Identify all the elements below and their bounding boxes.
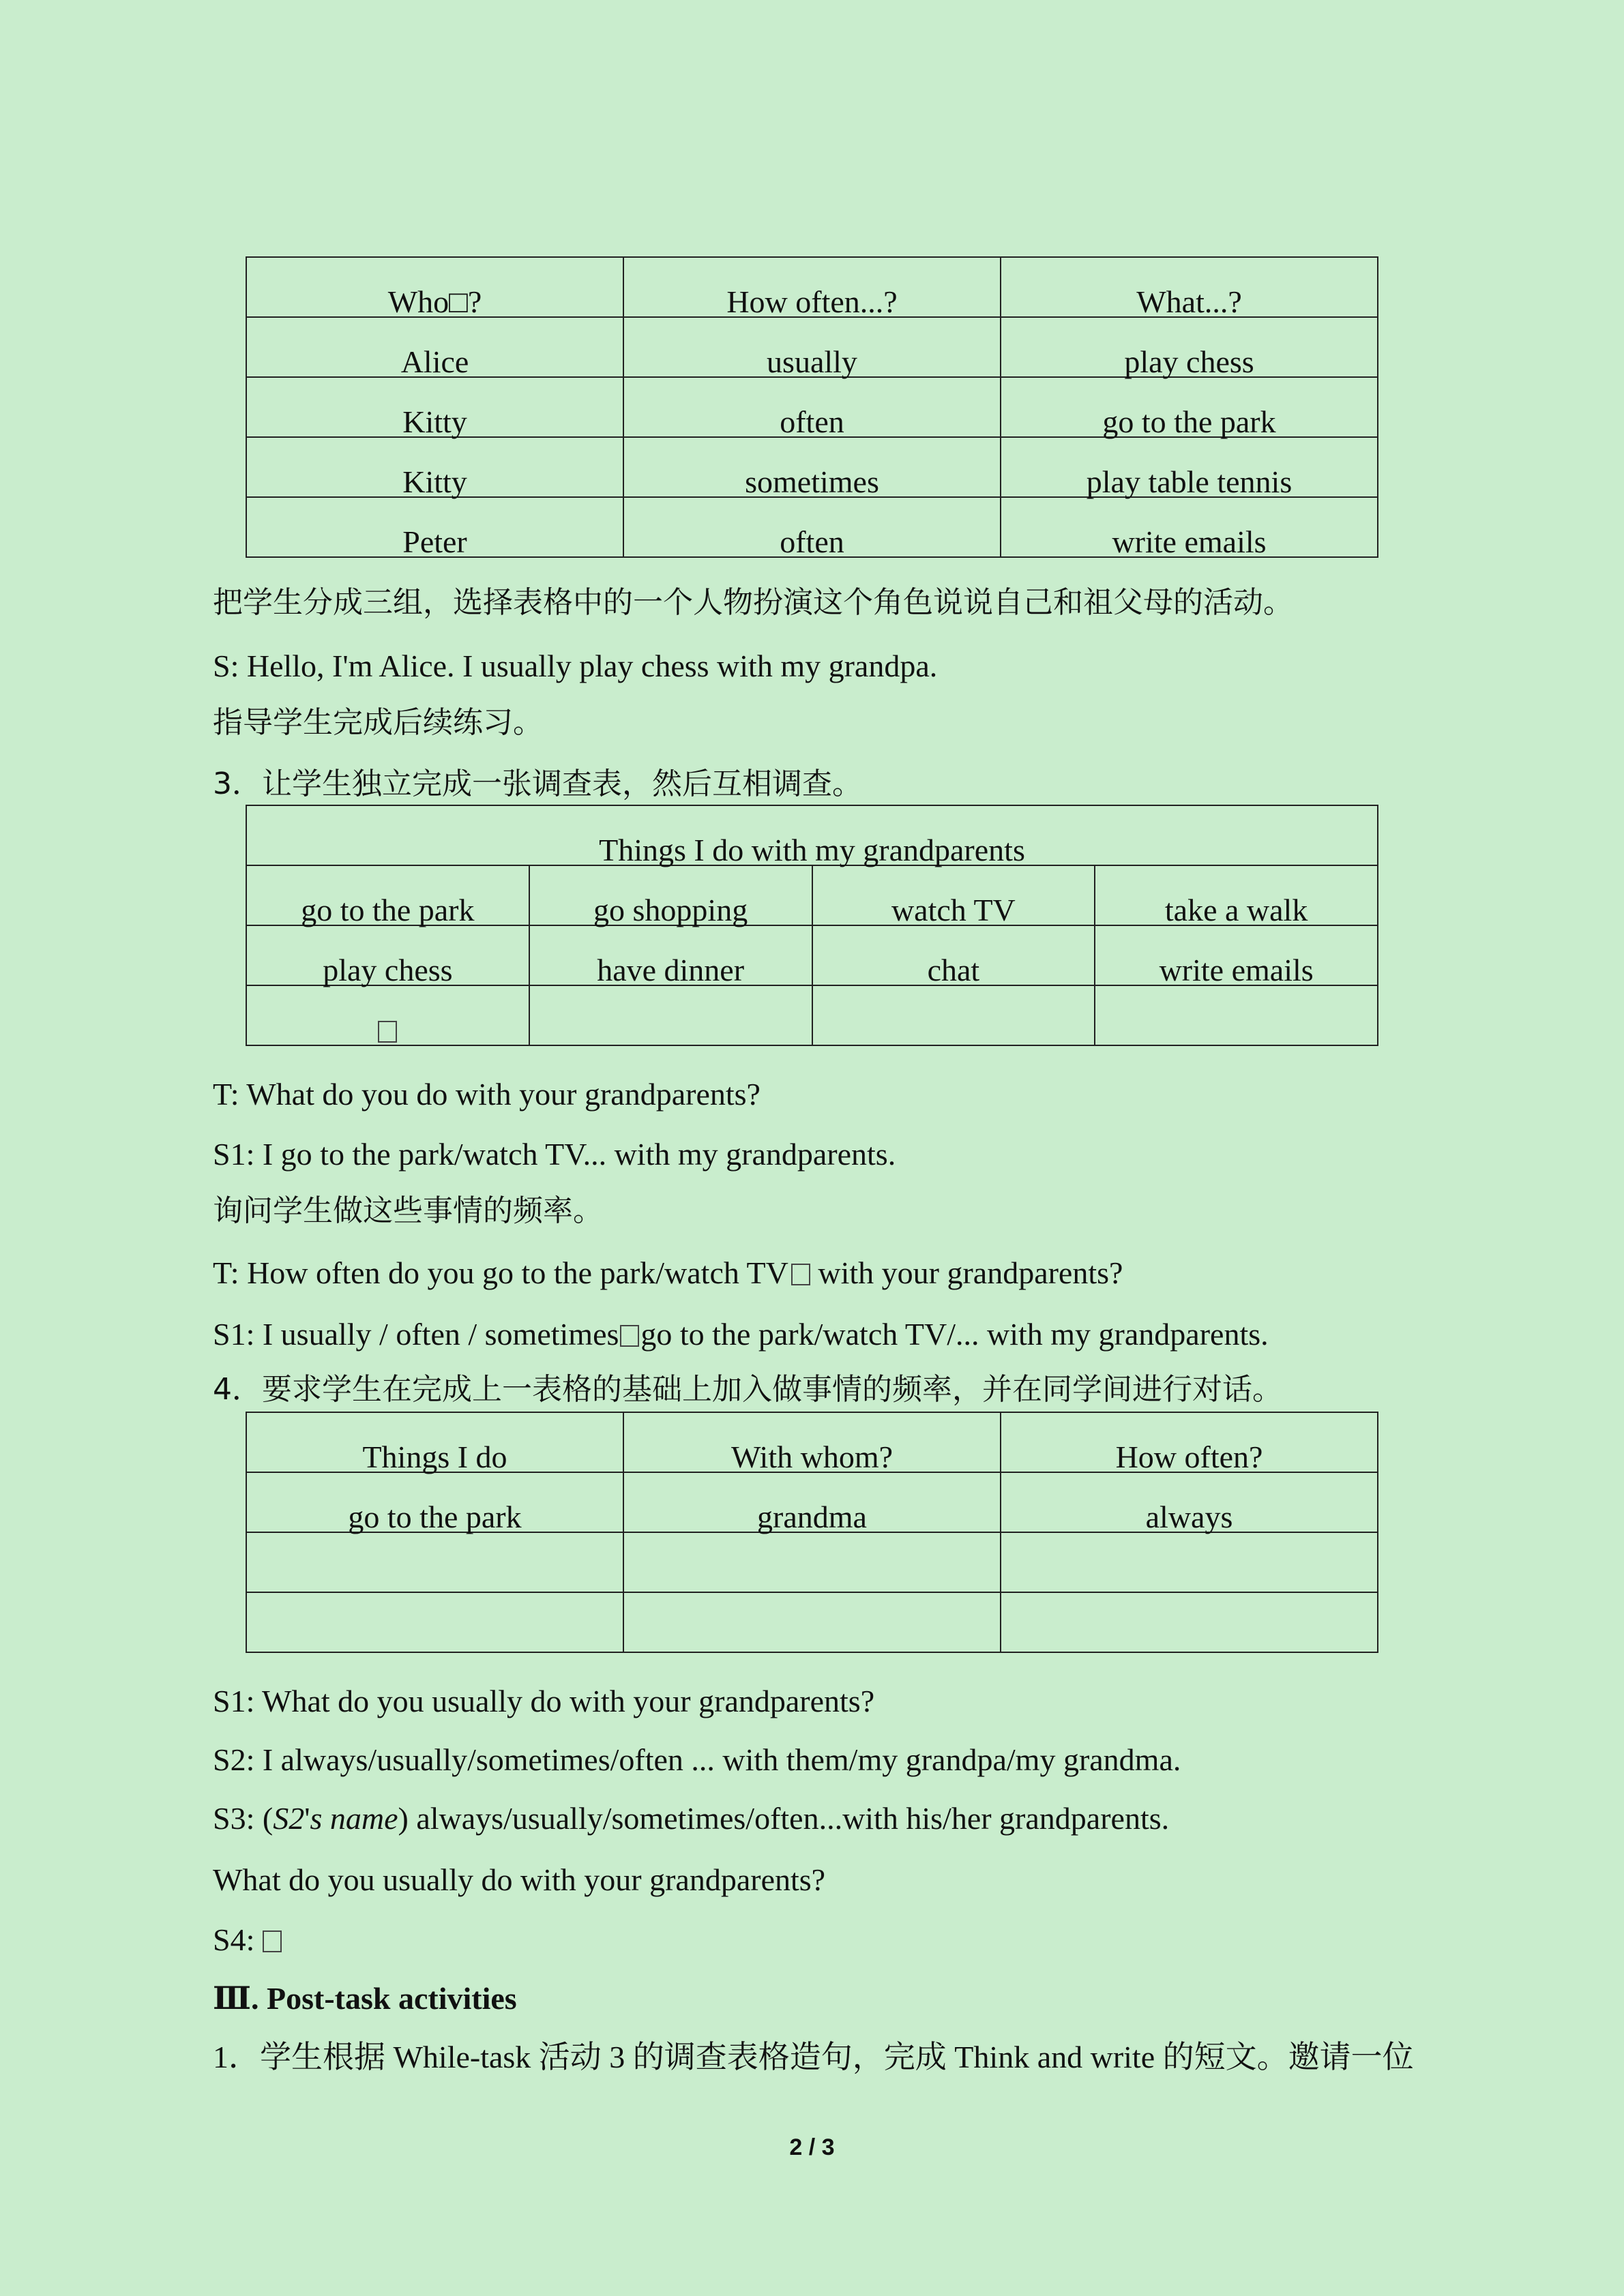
table-row bbox=[246, 1532, 1378, 1592]
frequency-table bbox=[246, 256, 1378, 558]
dialogue-line bbox=[213, 1319, 1269, 1350]
dialogue-text: with your grandparents? bbox=[810, 1255, 1123, 1290]
blank-box-icon bbox=[791, 1264, 810, 1285]
dialogue-text: S1: I usually / often / sometimes bbox=[213, 1317, 619, 1352]
dialogue-line bbox=[213, 1924, 282, 1956]
table-cell: watch TV bbox=[891, 893, 1016, 927]
dialogue-line: S: Hello, I'm Alice. I usually play chess with my grandpa. bbox=[213, 648, 938, 683]
dialogue-text: T: How often do you go to the park/watch TV bbox=[213, 1255, 788, 1290]
table-cell: Kitty bbox=[402, 404, 467, 439]
frequency-dialogue-table bbox=[246, 1412, 1378, 1653]
table-row bbox=[246, 1472, 1378, 1532]
table-cell: take a walk bbox=[1164, 893, 1308, 927]
table-row bbox=[246, 925, 1378, 985]
empty-cell bbox=[246, 1532, 623, 1592]
empty-cell bbox=[1001, 1532, 1378, 1592]
table-cell: write emails bbox=[1112, 524, 1267, 559]
table-cell: have dinner bbox=[597, 953, 745, 987]
table-cell: grandma bbox=[757, 1500, 867, 1534]
dialogue-line bbox=[213, 1803, 1169, 1834]
dialogue-text: ' bbox=[304, 1801, 310, 1836]
table-row bbox=[246, 437, 1378, 497]
empty-cell bbox=[246, 1592, 623, 1652]
dialogue-line: S1: What do you usually do with your grandparents? bbox=[213, 1684, 875, 1718]
table-cell: Kitty bbox=[402, 464, 467, 499]
dialogue-line: S1: I go to the park/watch TV... with my grandparents. bbox=[213, 1137, 896, 1172]
instruction-text: 指导学生完成后续练习。 bbox=[213, 705, 543, 740]
table-title-row bbox=[246, 805, 1378, 865]
instruction-text: 询问学生做这些事情的频率。 bbox=[213, 1193, 603, 1228]
table-header-cell: With whom? bbox=[730, 1440, 894, 1474]
table-title: Things I do with my grandparents bbox=[599, 833, 1025, 867]
table-cell: go to the park bbox=[348, 1500, 522, 1534]
table-cell: go to the park bbox=[301, 893, 475, 927]
table-header-cell: What...? bbox=[1136, 284, 1242, 319]
table-cell: sometimes bbox=[745, 464, 879, 499]
dialogue-text: S3: ( bbox=[213, 1801, 274, 1836]
dialogue-text: S4: bbox=[213, 1922, 263, 1957]
table-cell: chat bbox=[927, 953, 980, 987]
dialogue-line: What do you usually do with your grandparents? bbox=[213, 1862, 826, 1897]
table-cell: write emails bbox=[1159, 953, 1314, 987]
table-cell: often bbox=[780, 404, 844, 439]
page-number: 2 / 3 bbox=[789, 2134, 835, 2160]
section-heading: Ⅲ. Post-task activities bbox=[213, 1981, 517, 2016]
empty-cell bbox=[623, 1532, 1001, 1592]
dialogue-text-italic: S2 bbox=[273, 1801, 305, 1836]
dialogue-text-italic: s name bbox=[310, 1801, 398, 1836]
table-cell: play chess bbox=[1124, 344, 1254, 379]
table-cell: go to the park bbox=[1102, 404, 1276, 439]
table-row bbox=[246, 1592, 1378, 1652]
blank-box-icon bbox=[263, 1930, 282, 1952]
dialogue-text: go to the park/watch TV/... with my grandparents. bbox=[640, 1317, 1269, 1352]
empty-cell bbox=[1001, 1592, 1378, 1652]
table-cell: play table tennis bbox=[1086, 464, 1293, 499]
table-row bbox=[246, 317, 1378, 377]
empty-cell bbox=[529, 985, 812, 1045]
table-cell: often bbox=[780, 524, 844, 559]
table-row bbox=[246, 865, 1378, 925]
step-heading: 4．要求学生在完成上一表格的基础上加入做事情的频率，并在同学间进行对话。 bbox=[213, 1372, 1282, 1407]
table-header-cell: Who□? bbox=[387, 284, 482, 319]
table-header-cell: Things I do bbox=[362, 1440, 507, 1474]
instruction-text: 把学生分成三组，选择表格中的一个人物扮演这个角色说说自己和祖父母的活动。 bbox=[213, 585, 1293, 620]
table-cell: go shopping bbox=[593, 893, 748, 927]
table-row bbox=[246, 985, 1378, 1045]
table-row bbox=[246, 377, 1378, 437]
table-header-row bbox=[246, 257, 1378, 317]
dialogue-line: S2: I always/usually/sometimes/often ... with them/my grandpa/my grandma. bbox=[213, 1742, 1181, 1777]
table-cell: always bbox=[1145, 1500, 1233, 1534]
table-header-cell: How often? bbox=[1115, 1440, 1263, 1474]
step-heading: 1．学生根据 While-task 活动 3 的调查表格造句，完成 Think and write 的短文。邀请一位 bbox=[213, 2040, 1414, 2074]
blank-box-icon bbox=[620, 1325, 639, 1347]
survey-table bbox=[246, 805, 1378, 1046]
empty-cell bbox=[623, 1592, 1001, 1652]
empty-cell bbox=[1095, 985, 1378, 1045]
table-cell: play chess bbox=[323, 953, 453, 987]
table-cell: Alice bbox=[400, 344, 469, 379]
table-header-row bbox=[246, 1412, 1378, 1472]
table-cell: usually bbox=[767, 344, 857, 379]
empty-cell bbox=[812, 985, 1095, 1045]
dialogue-text: ) always/usually/sometimes/often...with his/her grandparents. bbox=[398, 1801, 1170, 1836]
table-header-cell: How often...? bbox=[726, 284, 898, 319]
step-heading: 3．让学生独立完成一张调查表，然后互相调查。 bbox=[213, 766, 862, 801]
blank-box-icon bbox=[378, 1021, 397, 1043]
table-cell: Peter bbox=[402, 524, 467, 559]
dialogue-line bbox=[213, 1257, 1123, 1289]
table-row bbox=[246, 497, 1378, 557]
dialogue-line: T: What do you do with your grandparents? bbox=[213, 1077, 761, 1112]
